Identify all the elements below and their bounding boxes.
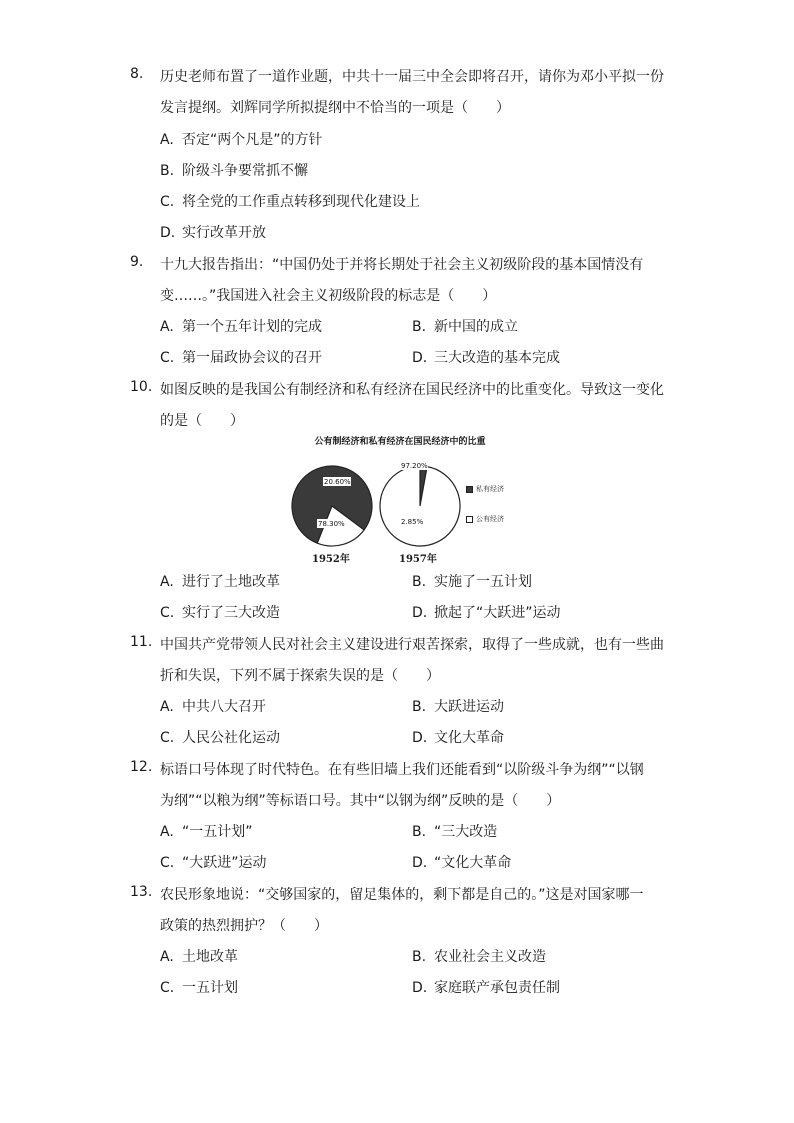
question-number: 9. (130, 254, 144, 270)
option-letter: B. (412, 949, 427, 965)
legend-swatch (466, 516, 473, 523)
pie-slice-label: 2.85% (401, 518, 424, 526)
option-b[interactable] (412, 696, 504, 716)
question-number: 10. (130, 379, 153, 395)
pie-chart-figure (280, 434, 520, 564)
option-letter: A. (160, 132, 174, 148)
question-text: 标语口号体现了时代特色。在有些旧墙上我们还能看到“以阶级斗争为纲”“以钢 (160, 762, 644, 778)
option-c[interactable] (160, 347, 322, 367)
option-text: 土地改革 (182, 949, 238, 965)
legend-label: 公有经济 (476, 515, 504, 523)
option-c[interactable] (160, 602, 280, 622)
option-text: 第一届政协会议的召开 (182, 350, 322, 366)
option-text: “大跃进”运动 (182, 855, 267, 871)
option-letter: A. (160, 824, 174, 840)
option-text: 一五计划 (182, 980, 238, 996)
option-letter: A. (160, 574, 174, 590)
option-text: 进行了土地改革 (182, 574, 280, 590)
option-text: “一五计划” (182, 824, 253, 840)
question-text: 中国共产党带领人民对社会主义建设进行艰苦探索，取得了一些成就，也有一些曲 (160, 637, 664, 653)
option-text: 第一个五年计划的完成 (182, 319, 322, 335)
question-text: 农民形象地说：“交够国家的，留足集体的，剩下都是自己的。”这是对国家哪一 (160, 887, 644, 903)
option-letter: D. (412, 980, 428, 996)
pie-slice (380, 466, 460, 546)
option-letter: D. (160, 225, 176, 241)
option-letter: A. (160, 319, 174, 335)
pie-year-label: 1957年 (399, 554, 437, 565)
question-number: 13. (130, 884, 153, 900)
option-text: 人民公社化运动 (182, 730, 280, 746)
option-text: 实行改革开放 (182, 225, 266, 241)
option-text: 大跃进运动 (434, 699, 504, 715)
legend-item-private (466, 484, 504, 494)
option-a[interactable] (160, 946, 238, 966)
option-text: 中共八大召开 (182, 699, 266, 715)
pie-charts-svg (280, 434, 520, 564)
pie-slice-label: 20.60% (324, 478, 351, 486)
option-letter: D. (412, 730, 428, 746)
question-text: 折和失误，下列不属于探索失误的是（ ） (160, 668, 440, 684)
legend-label: 私有经济 (476, 485, 504, 493)
option-b[interactable] (412, 571, 532, 591)
option-d[interactable] (412, 852, 511, 872)
option-text: 实行了三大改造 (182, 605, 280, 621)
option-c[interactable] (160, 727, 280, 747)
option-letter: C. (160, 605, 175, 621)
option-b[interactable] (412, 821, 497, 841)
question-number: 11. (130, 634, 153, 650)
option-a[interactable] (160, 821, 253, 841)
option-text: 文化大革命 (434, 730, 504, 746)
option-c[interactable] (160, 852, 267, 872)
question-text: 发言提纲。刘辉同学所拟提纲中不恰当的一项是（ ） (160, 100, 510, 116)
pie-year-label: 1952年 (312, 554, 350, 565)
option-a[interactable] (160, 316, 322, 336)
question-text: 的是（ ） (160, 413, 244, 429)
option-letter: C. (160, 350, 175, 366)
option-a[interactable] (160, 696, 266, 716)
option-letter: D. (412, 350, 428, 366)
option-letter: B. (412, 824, 427, 840)
option-d[interactable] (160, 222, 266, 242)
option-text: 掀起了“大跃进”运动 (434, 605, 561, 621)
option-letter: B. (412, 699, 427, 715)
option-a[interactable] (160, 129, 323, 149)
question-text: 政策的热烈拥护？（ ） (160, 918, 328, 934)
pie-slice-label: 97.20% (401, 462, 428, 470)
option-b[interactable] (412, 316, 518, 336)
option-letter: C. (160, 730, 175, 746)
option-text: 农业社会主义改造 (434, 949, 546, 965)
question-text: 变……。”我国进入社会主义初级阶段的标志是（ ） (160, 288, 497, 304)
option-text: 阶级斗争要常抓不懈 (182, 163, 308, 179)
option-text: “文化大革命 (434, 855, 512, 871)
option-letter: A. (160, 699, 174, 715)
legend-swatch (466, 486, 473, 493)
legend-item-public (466, 514, 504, 524)
option-letter: B. (412, 319, 427, 335)
option-letter: D. (412, 605, 428, 621)
option-text: 新中国的成立 (434, 319, 518, 335)
pie-slice-label: 78.30% (318, 520, 345, 528)
option-b[interactable] (160, 160, 308, 180)
option-text: 将全党的工作重点转移到现代化建设上 (182, 194, 420, 210)
question-text: 历史老师布置了一道作业题，中共十一届三中全会即将召开，请你为邓小平拟一份 (160, 69, 664, 85)
question-text: 如图反映的是我国公有制经济和私有经济在国民经济中的比重变化。导致这一变化 (160, 382, 664, 398)
option-d[interactable] (412, 347, 560, 367)
question-text: 十九大报告指出：“中国仍处于并将长期处于社会主义初级阶段的基本国情没有 (160, 257, 644, 273)
option-d[interactable] (412, 727, 504, 747)
option-text: 三大改造的基本完成 (434, 350, 560, 366)
option-text: 实施了一五计划 (434, 574, 532, 590)
question-text: 为纲”“以粮为纲”等标语口号。其中“以钢为纲”反映的是（ ） (160, 793, 561, 809)
option-letter: C. (160, 980, 175, 996)
option-c[interactable] (160, 191, 420, 211)
chart-title: 公有制经济和私有经济在国民经济中的比重 (314, 437, 486, 447)
option-letter: C. (160, 855, 175, 871)
question-number: 12. (130, 759, 153, 775)
option-d[interactable] (412, 977, 560, 997)
question-number: 8. (130, 66, 144, 82)
option-text: 否定“两个凡是”的方针 (182, 132, 323, 148)
option-b[interactable] (412, 946, 546, 966)
option-a[interactable] (160, 571, 280, 591)
option-d[interactable] (412, 602, 561, 622)
option-c[interactable] (160, 977, 238, 997)
option-letter: C. (160, 194, 175, 210)
option-text: 家庭联产承包责任制 (434, 980, 560, 996)
option-letter: B. (160, 163, 175, 179)
option-letter: D. (412, 855, 428, 871)
option-letter: A. (160, 949, 174, 965)
option-letter: B. (412, 574, 427, 590)
option-text: “三大改造 (434, 824, 498, 840)
